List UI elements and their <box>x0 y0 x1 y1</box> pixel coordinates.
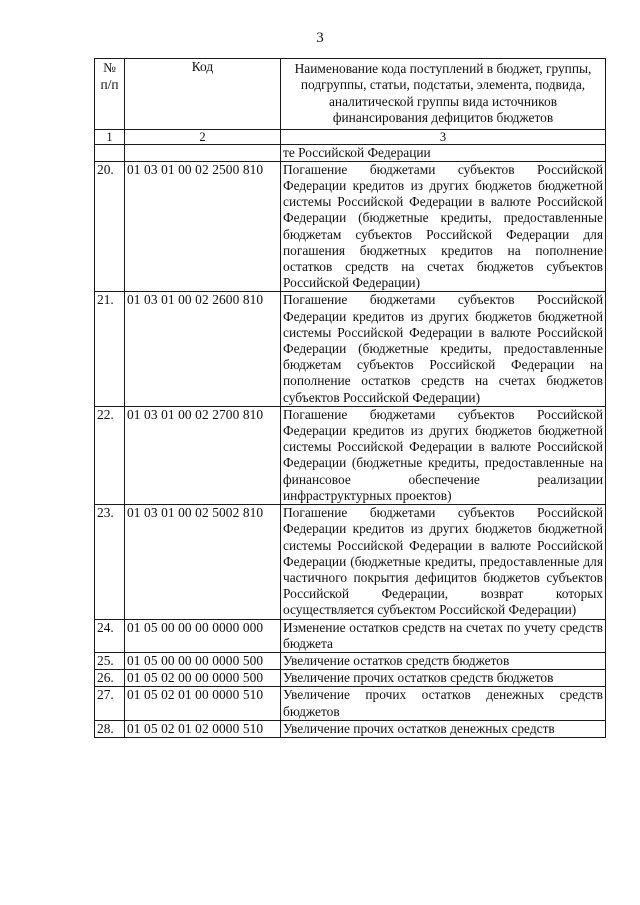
continuation-name: те Российской Федерации <box>281 144 606 161</box>
table-row <box>95 292 606 406</box>
table-header-row <box>95 59 606 130</box>
column-index: 2 <box>125 129 281 144</box>
table-row <box>95 670 606 687</box>
row-name: Погашение бюджетами субъектов Российской Федерации кредитов из других бюджетов бюджетной системы Российской Федерации в валюте Российской Федерации (бюджетные кредиты, предоставленные бюджетам субъектов Российской Федерации на пополнение остатков средств на счетах бюджетов субъектов Российской Федерации) <box>281 292 606 406</box>
column-index: 1 <box>95 129 125 144</box>
row-number: 25. <box>95 652 125 669</box>
row-number: 24. <box>95 619 125 652</box>
continuation-code-cell <box>125 144 281 161</box>
row-number: 23. <box>95 505 125 619</box>
column-index: 3 <box>281 129 606 144</box>
row-code: 01 03 01 00 02 5002 810 <box>125 505 281 619</box>
row-number: 21. <box>95 292 125 406</box>
row-number: 28. <box>95 720 125 737</box>
row-name: Увеличение прочих остатков денежных средств бюджетов <box>281 687 606 720</box>
row-name: Погашение бюджетами субъектов Российской Федерации кредитов из других бюджетов бюджетной системы Российской Федерации в валюте Российской Федерации (бюджетные кредиты, предоставленные бюджетам субъектов Российской Федерации для погашения бюджетных кредитов на пополнение остатков средств на счетах бюджетов субъектов Российской Федерации) <box>281 161 606 292</box>
row-name: Погашение бюджетами субъектов Российской Федерации кредитов из других бюджетов бюджетной системы Российской Федерации в валюте Российской Федерации (бюджетные кредиты, предоставленные для частичного покрытия дефицитов бюджетов субъектов Российской Федерации, возврат которых осуществляется субъектом Российской Федерации) <box>281 505 606 619</box>
row-code: 01 05 02 00 00 0000 500 <box>125 670 281 687</box>
row-code: 01 05 00 00 00 0000 500 <box>125 652 281 669</box>
page-number: 3 <box>316 30 324 46</box>
table-row <box>95 161 606 292</box>
row-number: 20. <box>95 161 125 292</box>
table-row <box>95 619 606 652</box>
table-row <box>95 406 606 504</box>
row-name: Увеличение прочих остатков средств бюджетов <box>281 670 606 687</box>
row-code: 01 05 02 01 00 0000 510 <box>125 687 281 720</box>
table-row <box>95 505 606 619</box>
row-number: 27. <box>95 687 125 720</box>
continuation-row <box>95 144 606 161</box>
header-code: Код <box>125 59 281 130</box>
continuation-number-cell <box>95 144 125 161</box>
row-number: 22. <box>95 406 125 504</box>
table-row <box>95 720 606 737</box>
table-row <box>95 652 606 669</box>
row-name: Увеличение прочих остатков денежных средств <box>281 720 606 737</box>
row-code: 01 03 01 00 02 2500 810 <box>125 161 281 292</box>
header-number-symbol: № <box>103 60 116 75</box>
header-name: Наименование кода поступлений в бюджет, группы, подгруппы, статьи, подстатьи, элемента, подвида, аналитической группы вида источников финансирования дефицитов бюджетов <box>281 59 606 130</box>
row-code: 01 05 00 00 00 0000 000 <box>125 619 281 652</box>
row-number: 26. <box>95 670 125 687</box>
row-name: Увеличение остатков средств бюджетов <box>281 652 606 669</box>
table-row <box>95 687 606 720</box>
header-number <box>95 59 125 130</box>
row-code: 01 03 01 00 02 2700 810 <box>125 406 281 504</box>
row-name: Изменение остатков средств на счетах по учету средств бюджета <box>281 619 606 652</box>
column-index-row <box>95 129 606 144</box>
budget-codes-table <box>94 58 606 738</box>
row-name: Погашение бюджетами субъектов Российской Федерации кредитов из других бюджетов бюджетной системы Российской Федерации в валюте Российской Федерации (бюджетные кредиты, предоставленные на финансовое обеспечение реализации инфраструктурных проектов) <box>281 406 606 504</box>
row-code: 01 03 01 00 02 2600 810 <box>125 292 281 406</box>
row-code: 01 05 02 01 02 0000 510 <box>125 720 281 737</box>
header-number-abbr: п/п <box>100 77 119 92</box>
